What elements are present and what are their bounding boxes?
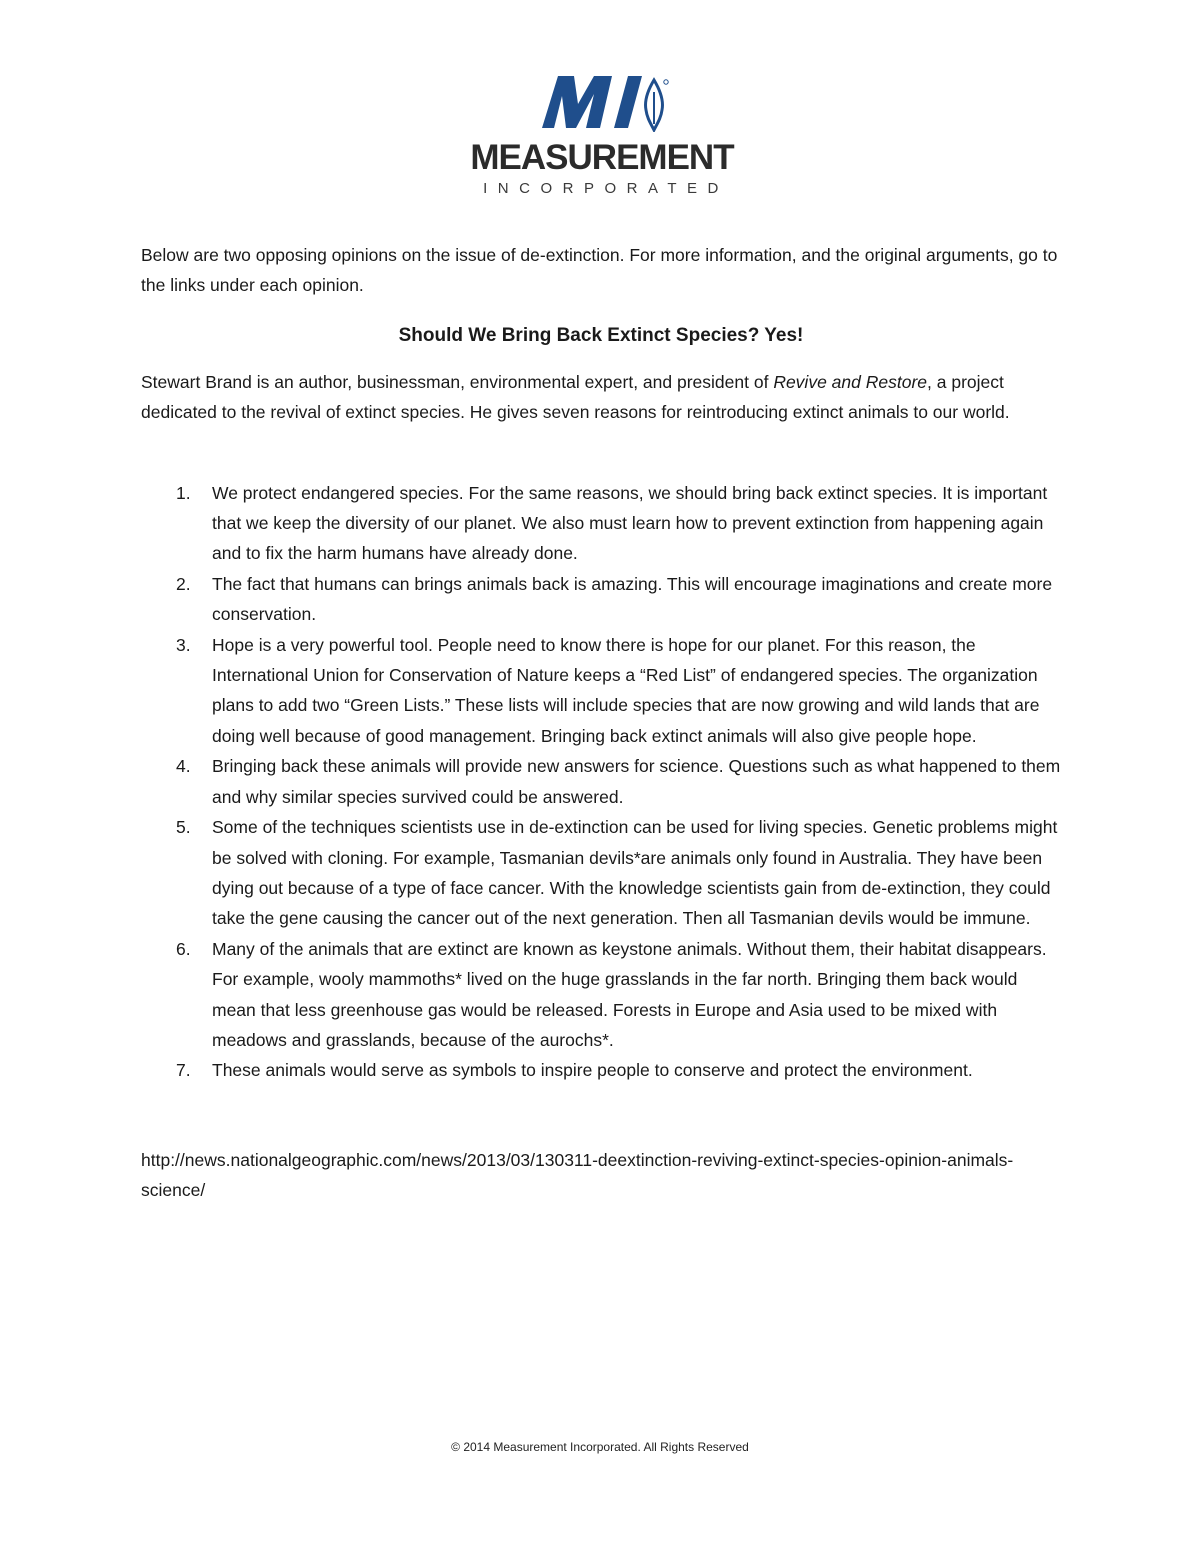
list-item [141,1055,1061,1085]
list-item [141,812,1061,934]
bio-paragraph [141,367,1061,428]
list-item-text: Hope is a very powerful tool. People need to know there is hope for our planet. For this reason, the International Union for Conservation of Nature keeps a “Red List” of endangered species. The organization plans to add two “Green Lists.” These lists will include species that are now growing and wild lands that are doing well because of good management. Bringing back extinct animals will also give people hope. [212,634,1040,746]
list-item-number: 4. [176,756,191,777]
list-item [141,934,1061,1056]
company-logo [468,74,736,200]
list-item-text: Many of the animals that are extinct are known as keystone animals. Without them, their habitat disappears. For example, wooly mammoths* lived on the huge grasslands in the far north. Bringing them back would mean that less greenhouse gas would be released. Forests in Europe and Asia used to be mixed with meadows and grasslands, because of the aurochs*. [212,938,1047,1050]
list-item-text: The fact that humans can brings animals back is amazing. This will encourage imaginations and create more conservation. [212,573,1053,625]
list-item-text: Some of the techniques scientists use in de-extinction can be used for living species. Genetic problems might be solved with cloning. For example, Tasmanian devils*are animals only found in Australia. They have been dying out because of a type of face cancer. With the knowledge scientists gain from de-extinction, they could take the gene causing the cancer out of the next generation. Then all Tasmanian devils would be immune. [212,817,1058,929]
list-item-number: 6. [176,938,191,959]
list-item-number: 5. [176,817,191,838]
copyright-footer: © 2014 Measurement Incorporated. All Rights Reserved [451,1440,749,1454]
bio-text-after: , a project dedicated to the revival of extinct species. He gives seven reasons for reintroducing extinct animals to our world. [141,371,1010,423]
list-item-number: 2. [176,573,191,594]
pen-nib-icon [645,80,668,130]
list-item [141,630,1061,752]
list-item-text: We protect endangered species. For the same reasons, we should bring back extinct species. It is important that we keep the diversity of our planet. We also must learn how to prevent extinction from happening again and to fix the harm humans have already done. [212,482,1048,564]
source-link[interactable]: http://news.nationalgeographic.com/news/2013/03/130311-deextinction-reviving-extinct-species-opinion-animals-science/ [141,1149,1014,1201]
list-item-number: 7. [176,1060,191,1081]
mi-logo-mark [540,74,670,132]
list-item-text: Bringing back these animals will provide new answers for science. Questions such as what happened to them and why similar species survived could be answered. [212,756,1061,807]
list-item [141,569,1061,630]
bio-project-name: Revive and Restore [773,371,928,392]
list-item-text: These animals would serve as symbols to inspire people to conserve and protect the environment. [212,1060,973,1081]
list-item [141,478,1061,569]
list-item-number: 1. [176,482,191,503]
reasons-list [141,478,1061,1086]
list-item [141,751,1061,812]
intro-paragraph: Below are two opposing opinions on the issue of de-extinction. For more information, and the original arguments, go to the links under each opinion. [141,245,1058,296]
section-heading: Should We Bring Back Extinct Species? Yes! [398,324,804,346]
bio-text-before: Stewart Brand is an author, businessman, environmental expert, and president of [141,371,774,392]
logo-company-subtitle: INCORPORATED [483,180,729,197]
logo-company-name: MEASUREMENT [470,138,734,177]
list-item-number: 3. [176,634,191,655]
document-body [141,240,1061,1206]
